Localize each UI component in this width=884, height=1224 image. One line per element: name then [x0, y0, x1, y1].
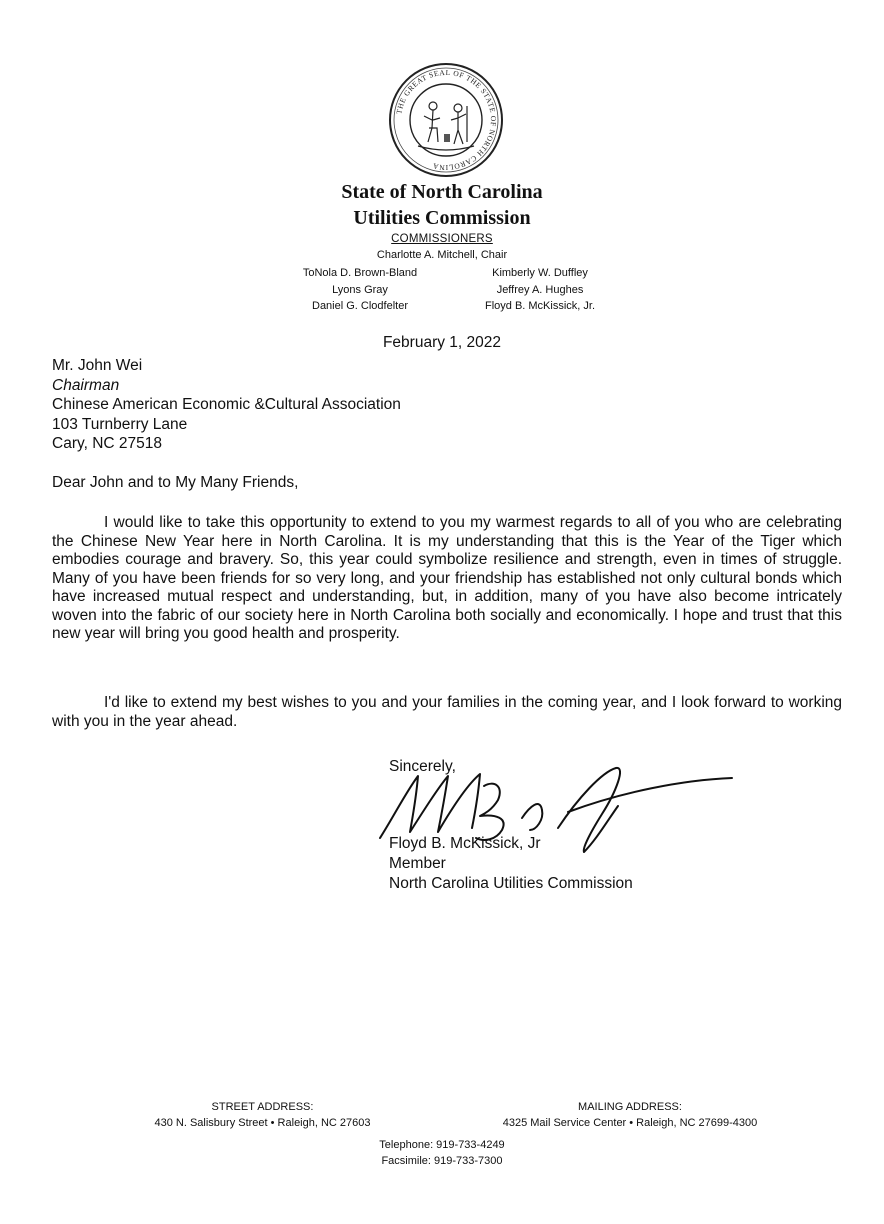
- street-address-label: STREET ADDRESS:: [211, 1101, 314, 1113]
- telephone: Telephone: 919-733-4249: [379, 1139, 505, 1151]
- street-address-block: [130, 1100, 395, 1131]
- mailing-address-block: [470, 1100, 790, 1131]
- mailing-address-label: MAILING ADDRESS:: [578, 1101, 682, 1113]
- commissioner-name: Daniel G. Clodfelter: [312, 300, 408, 312]
- state-title: State of North Carolina: [341, 181, 543, 203]
- recipient-address: [52, 356, 401, 454]
- contact-numbers: [0, 1138, 884, 1169]
- commissioner-name: Kimberly W. Duffley: [492, 267, 588, 279]
- recipient-name: Mr. John Wei: [52, 357, 143, 374]
- commissioners-right-column: [430, 265, 650, 315]
- salutation: Dear John and to My Many Friends,: [52, 474, 299, 491]
- signer-organization: North Carolina Utilities Commission: [389, 875, 633, 892]
- signer-name: Floyd B. McKissick, Jr: [389, 835, 541, 852]
- mailing-address-value: 4325 Mail Service Center • Raleigh, NC 27699-4300: [502, 1116, 758, 1129]
- street-address-value: 430 N. Salisbury Street • Raleigh, NC 27603: [154, 1116, 371, 1129]
- recipient-street: 103 Turnberry Lane: [52, 415, 188, 433]
- facsimile: Facsimile: 919-733-7300: [381, 1154, 503, 1167]
- svg-text:THE GREAT SEAL OF THE STATE OF: THE GREAT SEAL OF THE STATE OF NORTH CAROLINA: [394, 67, 499, 173]
- signer-role: Member: [389, 855, 446, 872]
- commissioners-heading: COMMISSIONERS: [391, 233, 493, 245]
- state-seal-icon: [388, 62, 504, 178]
- agency-title: Utilities Commission: [353, 207, 531, 229]
- recipient-title: Chairman: [52, 376, 120, 394]
- body-paragraph: I'd like to extend my best wishes to you and your families in the coming year, and I look forward to working with you in the year ahead.: [52, 694, 842, 730]
- closing: Sincerely,: [389, 758, 456, 775]
- commissioner-name: Lyons Gray: [332, 283, 388, 296]
- signer-block: [389, 834, 633, 894]
- recipient-city: Cary, NC 27518: [52, 435, 162, 452]
- body-paragraph: I would like to take this opportunity to extend to you my warmest regards to all of you who are celebrating the Chinese New Year here in North Carolina. It is my understanding that this is the Year of the Tiger which embodies courage and bravery. So, this year could symbolize resilience and strength, even in times of struggle. Many of you have been friends for so very long, and your friendship has established not only cultural bonds which have increased mutual respect and understanding, but, in addition, many of you have also become intricately woven into the fabric of our society here in North Carolina both socially and economically. I hope and trust that this new year will bring you good health and prosperity.: [52, 514, 842, 642]
- letter-date: February 1, 2022: [382, 334, 502, 351]
- commissioner-name: ToNola D. Brown-Bland: [302, 267, 418, 279]
- commission-chair: Charlotte A. Mitchell, Chair: [376, 249, 508, 261]
- commissioner-name: Jeffrey A. Hughes: [496, 283, 584, 296]
- recipient-organization: Chinese American Economic &Cultural Association: [52, 396, 401, 413]
- commissioner-name: Floyd B. McKissick, Jr.: [484, 300, 596, 312]
